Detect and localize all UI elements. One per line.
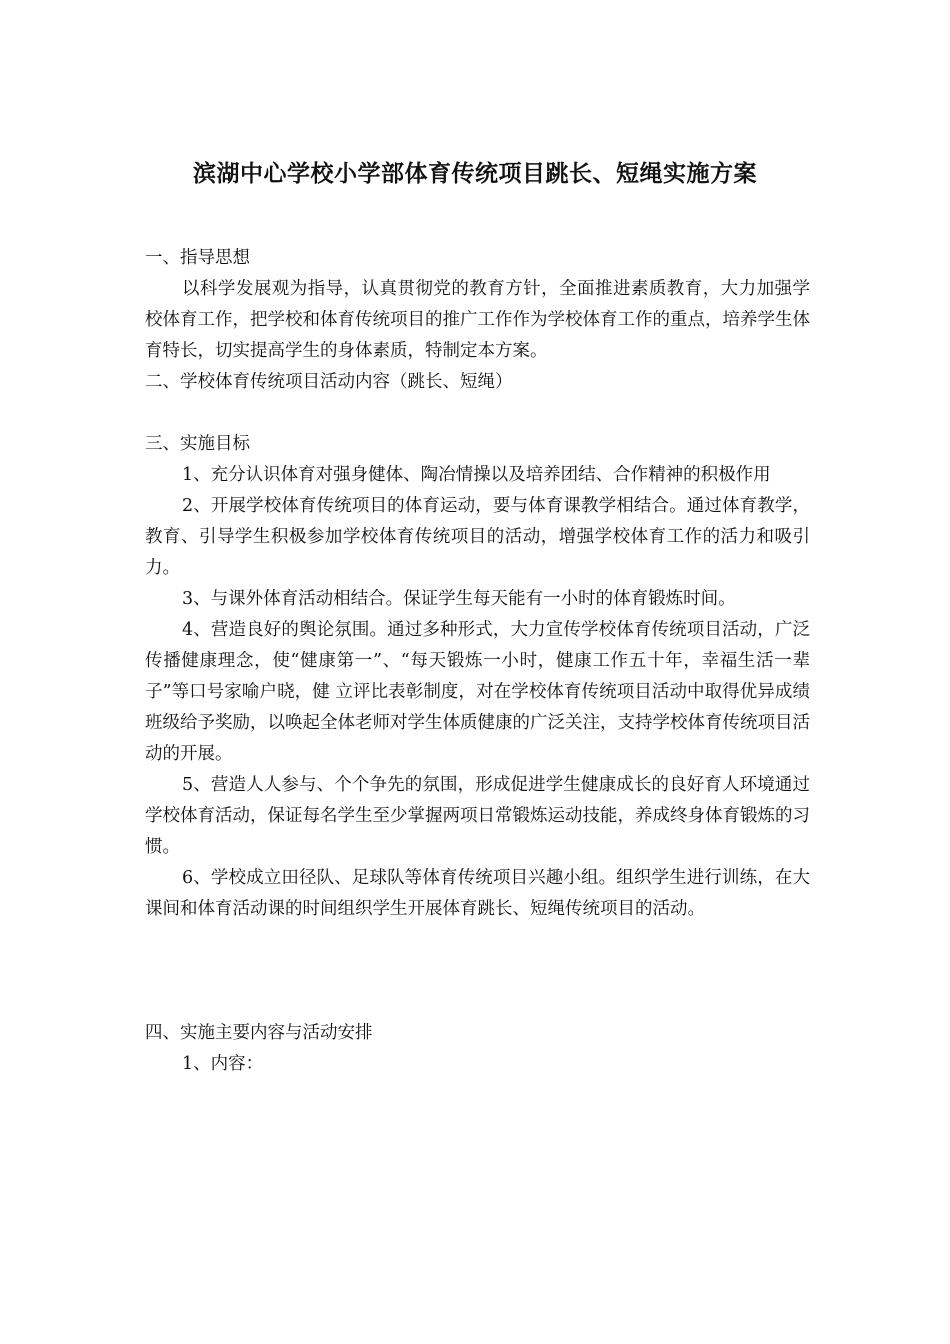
goal-item-4: 4、营造良好的舆论氛围。通过多种形式，大力宣传学校体育传统项目活动，广泛传播健康理念，使“健康第一”、“每天锻炼一小时，健康工作五十年，幸福生活一辈子”等口号家喻户晓，健 立评比表彰制度，对在学校体育传统项目活动中取得优异成绩班级给予奖励，以唤起全体老师对学生体质健康的广泛关注，支持学校体育传统项目活动的开展。 <box>145 620 810 764</box>
section-heading-guiding-ideology: 一、指导思想 <box>145 248 250 268</box>
goal-item-5: 5、营造人人参与、个个争先的氛围，形成促进学生健康成长的良好育人环境通过学校体育活动，保证每名学生至少掌握两项日常锻炼运动技能，养成终身体育锻炼的习惯。 <box>145 775 810 857</box>
blank-line <box>145 398 810 429</box>
arrangement-item-1: 1、内容： <box>182 1054 264 1074</box>
section-heading-goals: 三、实施目标 <box>145 434 250 454</box>
blank-space <box>145 925 810 1018</box>
section-heading-arrangement: 四、实施主要内容与活动安排 <box>145 1023 373 1043</box>
document-body <box>145 243 810 1080</box>
document-title: 滨湖中心学校小学部体育传统项目跳长、短绳实施方案 <box>193 160 757 187</box>
goal-item-1: 1、充分认识体育对强身健体、陶冶情操以及培养团结、合作精神的积极作用 <box>182 465 771 485</box>
goal-item-3: 3、与课外体育活动相结合。保证学生每天能有一小时的体育锻炼时间。 <box>182 589 736 609</box>
paragraph-guiding-ideology: 以科学发展观为指导，认真贯彻党的教育方针，全面推进素质教育，大力加强学校体育工作，把学校和体育传统项目的推广工作作为学校体育工作的重点，培养学生体育特长，切实提高学生的身体素质，特制定本方案。 <box>145 279 810 361</box>
section-heading-activity-content: 二、学校体育传统项目活动内容（跳长、短绳） <box>145 372 513 392</box>
goal-item-6: 6、学校成立田径队、足球队等体育传统项目兴趣小组。组织学生进行训练，在大课间和体育活动课的时间组织学生开展体育跳长、短绳传统项目的活动。 <box>145 868 810 919</box>
goal-item-2: 2、开展学校体育传统项目的体育运动，要与体育课教学相结合。通过体育教学，教育、引导学生积极参加学校体育传统项目的活动，增强学校体育工作的活力和吸引力。 <box>145 496 810 578</box>
